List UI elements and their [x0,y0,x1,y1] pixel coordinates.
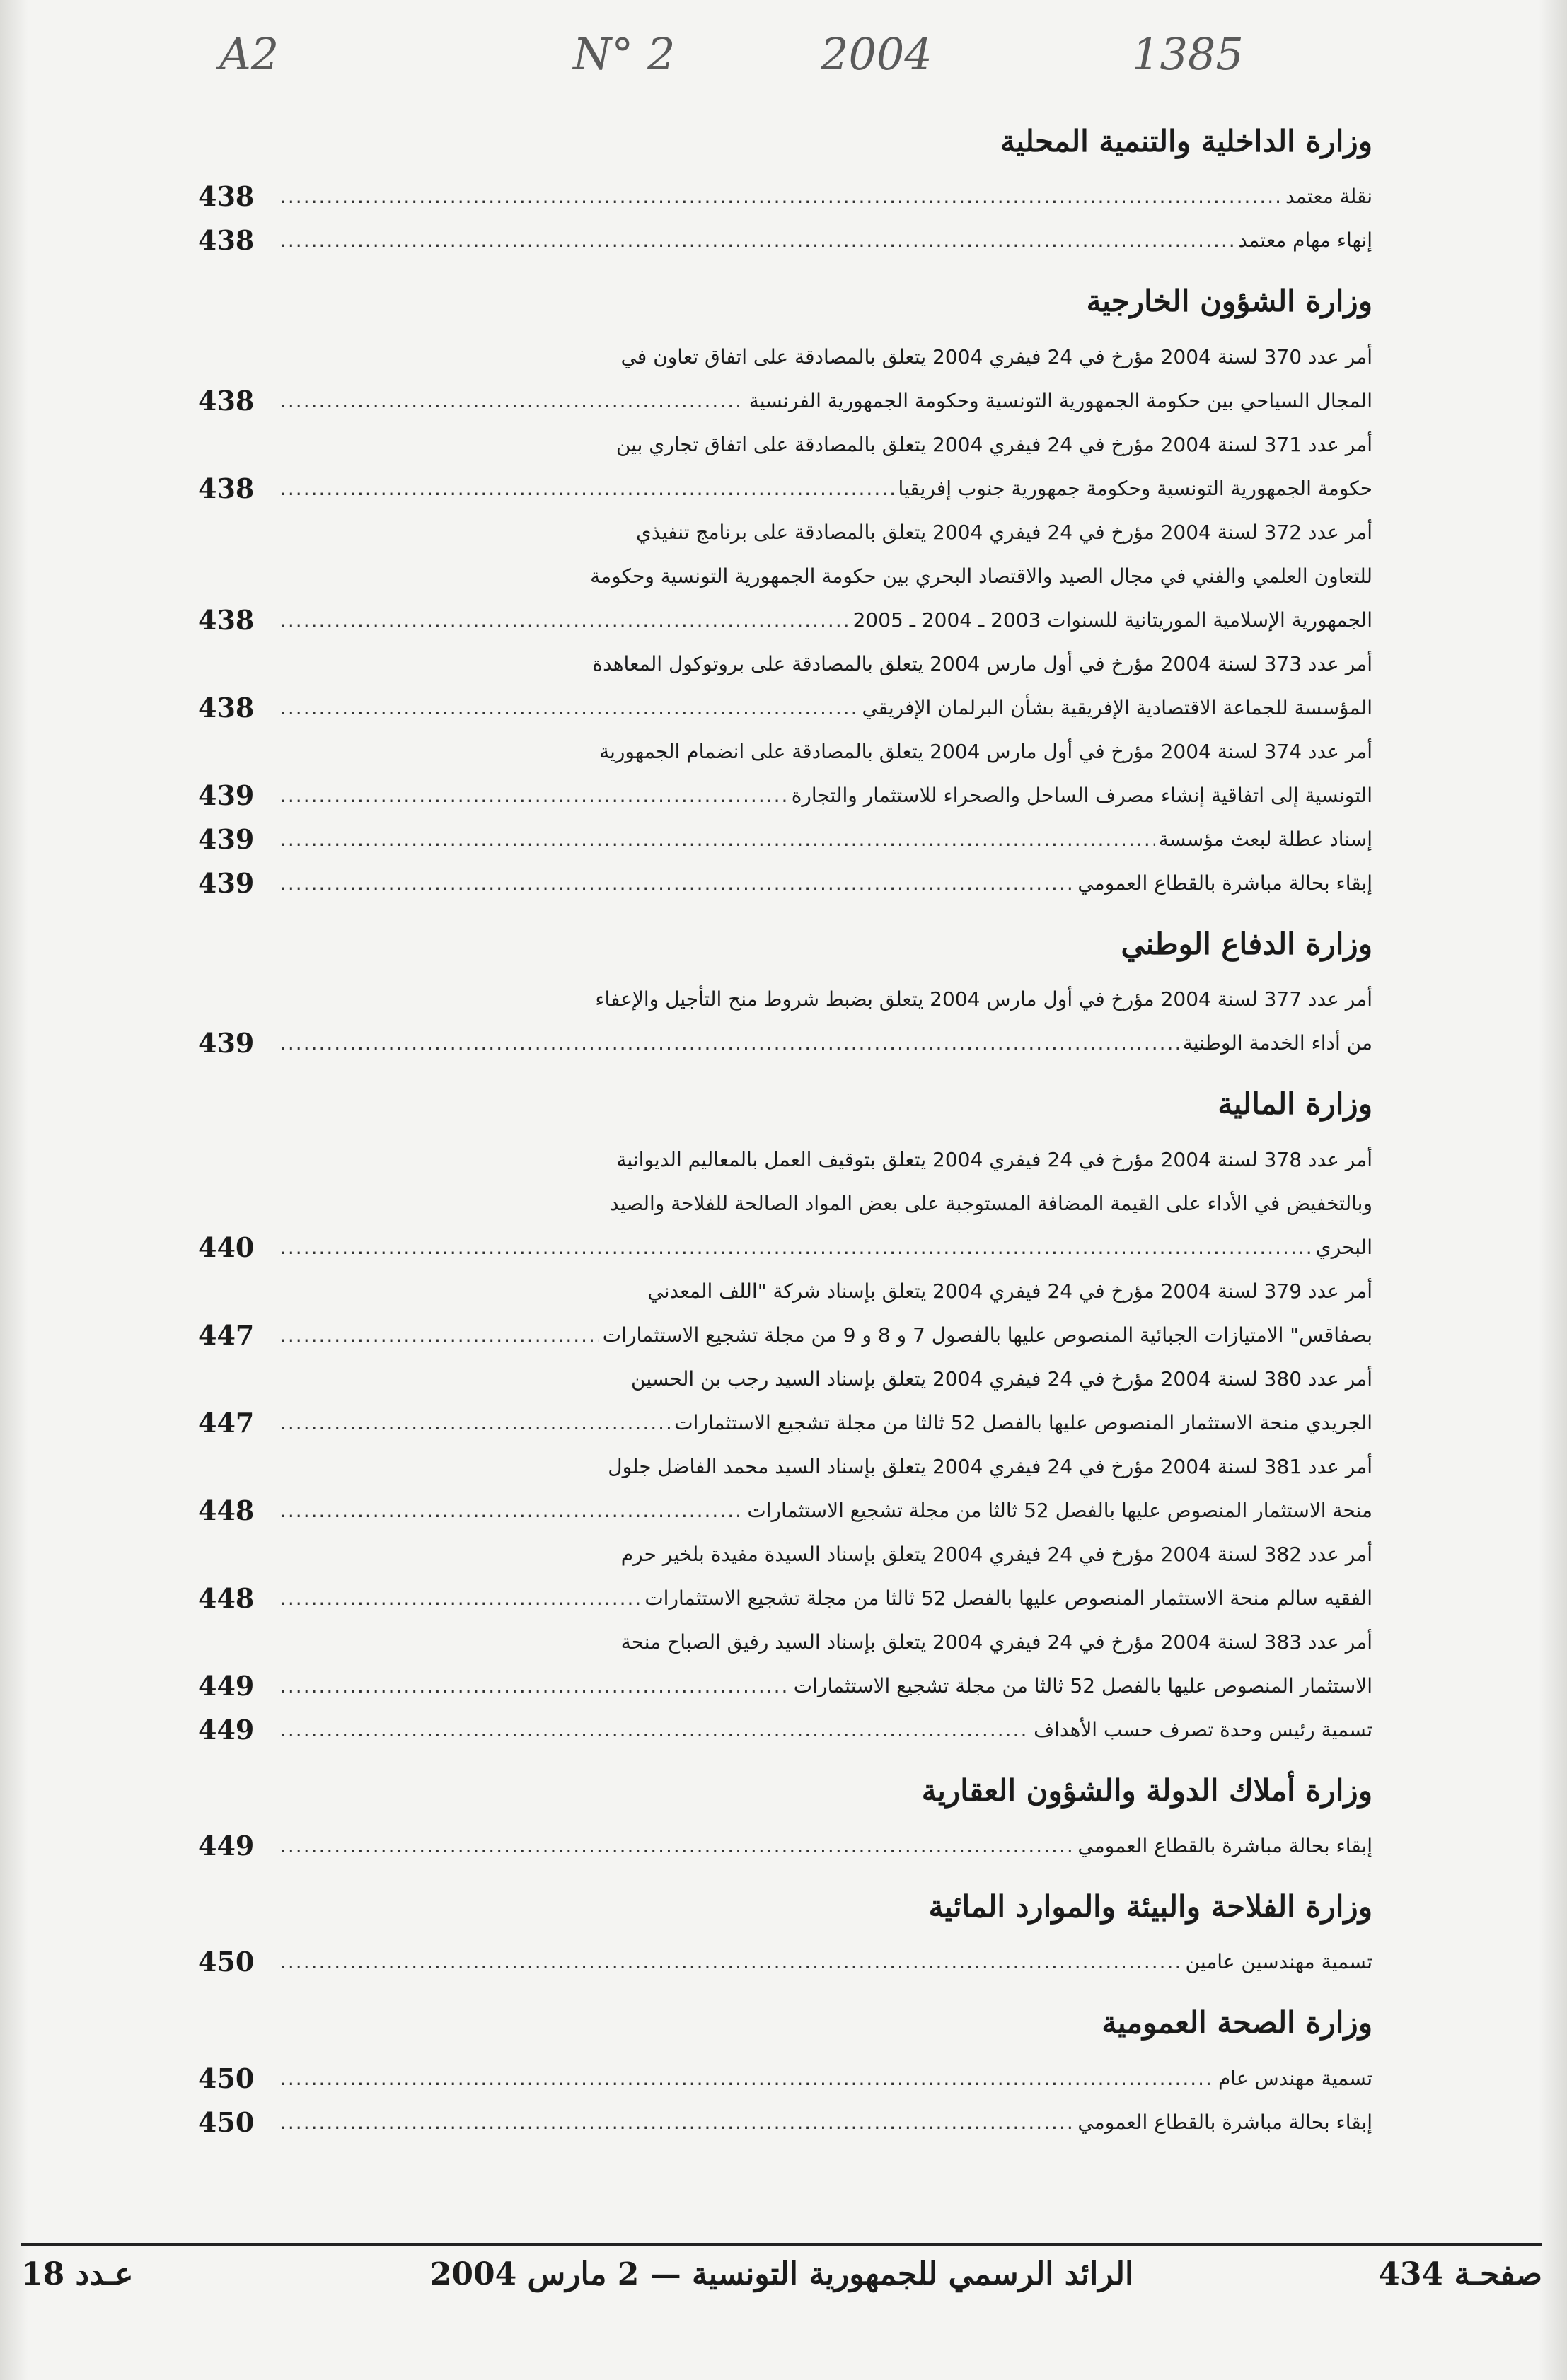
entry-text: أمر عدد 373 لسنة 2004 مؤرخ في أول مارس 2004 يتعلق بالمصادقة على بروتوكول المعاهدة [592,651,1372,675]
entry-text: حكومة الجمهورية التونسية وحكومة جمهورية جنوب إفريقيا [898,476,1372,500]
entry-text: الاستثمار المنصوص عليها بالفصل 52 ثالثا من مجلة تشجيع الاستثمارات [793,1673,1372,1697]
entry-line [276,2057,1372,2101]
toc-entry [198,1270,1372,1357]
dot-leader [280,861,1073,905]
dot-leader [280,2101,1073,2144]
toc-entry [198,730,1372,818]
dot-leader [280,1021,1179,1065]
dot-leader [280,598,849,642]
toc-entry [198,642,1372,730]
toc-entry [198,1533,1372,1620]
entry-line [276,1021,1372,1065]
footer-divider [21,2243,1542,2246]
ministry-heading: وزارة الشؤون الخارجية [1086,284,1372,319]
toc-entry [198,511,1372,642]
page-number: 450 [198,2062,255,2094]
dot-leader [280,1708,1029,1752]
entry-line [276,1357,1372,1401]
toc-entry [198,2057,1372,2101]
entry-text: تسمية مهندس عام [1218,2066,1372,2090]
entry-text: البحري [1315,1235,1372,1259]
entry-text: بصفاقس" الامتيازات الجبائية المنصوص عليها بالفصول 7 و 8 و 9 من مجلة تشجيع الاستثمارات [602,1323,1372,1347]
entry-text: منحة الاستثمار المنصوص عليها بالفصل 52 ثالثا من مجلة تشجيع الاستثمارات [747,1498,1372,1522]
entry-text: أمر عدد 374 لسنة 2004 مؤرخ في أول مارس 2004 يتعلق بالمصادقة على انضمام الجمهورية [599,739,1372,763]
entry-line [276,467,1372,511]
page-number: 449 [198,1829,255,1862]
ministry-heading: وزارة المالية [1218,1086,1372,1122]
entry-line [276,555,1372,598]
toc-entry [198,1940,1372,1984]
entry-line [276,1824,1372,1868]
toc-entry [198,219,1372,262]
entry-text: أمر عدد 372 لسنة 2004 مؤرخ في 24 فيفري 2004 يتعلق بالمصادقة على برنامج تنفيذي [636,520,1372,544]
dot-leader [280,1226,1312,1270]
toc-entry [198,1824,1372,1868]
toc-entry [198,1445,1372,1533]
entry-text: الفقيه سالم منحة الاستثمار المنصوص عليها بالفصل 52 ثالثا من مجلة تشجيع الاستثمارات [644,1586,1372,1610]
toc-entry [198,1138,1372,1270]
page-number: 439 [198,823,255,855]
entry-line [276,1313,1372,1357]
entry-line [276,1664,1372,1708]
toc-entry [198,423,1372,511]
entry-text: أمر عدد 380 لسنة 2004 مؤرخ في 24 فيفري 2004 يتعلق بإسناد السيد رجب بن الحسين [631,1366,1372,1391]
page-number: 447 [198,1318,255,1351]
entry-text: إنهاء مهام معتمد [1238,228,1372,252]
entry-line [276,1138,1372,1182]
entry-text: التونسية إلى اتفاقية إنشاء مصرف الساحل والصحراء للاستثمار والتجارة [791,783,1372,807]
dot-leader [280,1489,743,1533]
page-number: 438 [198,691,255,724]
toc-entry [198,335,1372,423]
entry-text: أمر عدد 381 لسنة 2004 مؤرخ في 24 فيفري 2004 يتعلق بإسناد السيد محمد الفاضل جلول [608,1454,1372,1478]
dot-leader [280,2057,1214,2101]
ministry-heading: وزارة أملاك الدولة والشؤون العقارية [921,1772,1372,1808]
entry-line [276,977,1372,1021]
entry-text: أمر عدد 383 لسنة 2004 مؤرخ في 24 فيفري 2004 يتعلق بإسناد السيد رفيق الصباح منحة [620,1630,1372,1654]
toc-entry [198,1708,1372,1752]
entry-text: الجريدي منحة الاستثمار المنصوص عليها بالفصل 52 ثالثا من مجلة تشجيع الاستثمارات [674,1410,1372,1434]
entry-text: أمر عدد 371 لسنة 2004 مؤرخ في 24 فيفري 2004 يتعلق بالمصادقة على اتفاق تجاري بين [615,432,1372,456]
dot-leader [280,1664,790,1708]
handwritten-mark: 1385 [1132,28,1244,80]
toc-entry [198,1357,1372,1445]
entry-text: للتعاون العلمي والفني في مجال الصيد والاقتصاد البحري بين حكومة الجمهورية التونسية وحكومة [590,564,1372,588]
entry-line [276,1226,1372,1270]
entry-line [276,774,1372,818]
dot-leader [280,818,1155,861]
entry-text: من أداء الخدمة الوطنية [1182,1031,1372,1055]
entry-line [276,1489,1372,1533]
entry-line [276,219,1372,262]
toc-entry [198,818,1372,861]
entry-text: إسناد عطلة لبعث مؤسسة [1158,827,1372,851]
entry-line [276,2101,1372,2144]
entry-text: أمر عدد 377 لسنة 2004 مؤرخ في أول مارس 2004 يتعلق بضبط شروط منح التأجيل والإعفاء [595,987,1372,1011]
entry-text: إبقاء بحالة مباشرة بالقطاع العمومي [1077,871,1372,895]
page-number: 439 [198,866,255,899]
page-number: 438 [198,603,255,636]
page-number: 448 [198,1494,255,1526]
entry-line [276,1533,1372,1577]
issue-number-label: عـدد 18 [21,2256,134,2292]
ministry-heading: وزارة الصحة العمومية [1101,2005,1372,2041]
toc-entry [198,977,1372,1065]
handwritten-mark: 2004 [821,28,932,80]
ministry-heading: وزارة الفلاحة والبيئة والموارد المائية [928,1888,1372,1924]
entry-text: نقلة معتمد [1285,185,1372,209]
entry-line [276,1445,1372,1489]
ministry-heading: وزارة الداخلية والتنمية المحلية [1000,124,1372,158]
handwritten-mark: A2 [219,28,279,80]
page-number: 449 [198,1669,255,1702]
ministry-heading: وزارة الدفاع الوطني [1121,926,1372,961]
entry-line [276,1401,1372,1445]
page-number-label: صفحـة 434 [1378,2256,1542,2292]
entry-line [276,511,1372,555]
entry-text: وبالتخفيض في الأداء على القيمة المضافة المستوجبة على بعض المواد الصالحة للفلاحة والصيد [610,1191,1372,1215]
dot-leader [280,1577,640,1620]
entry-line [276,818,1372,861]
entry-line [276,598,1372,642]
page-number: 450 [198,1946,255,1978]
entry-line [276,1940,1372,1984]
entry-text: أمر عدد 379 لسنة 2004 مؤرخ في 24 فيفري 2004 يتعلق بإسناد شركة "اللف المعدني [647,1279,1372,1303]
dot-leader [280,1313,599,1357]
toc-entry [198,1620,1372,1708]
entry-text: المجال السياحي بين حكومة الجمهورية التونسية وحكومة الجمهورية الفرنسية [748,388,1372,412]
entry-text: إبقاء بحالة مباشرة بالقطاع العمومي [1077,2110,1372,2134]
entry-line [276,861,1372,905]
dot-leader [280,379,745,423]
entry-text: أمر عدد 370 لسنة 2004 مؤرخ في 24 فيفري 2004 يتعلق بالمصادقة على اتفاق تعاون في [620,344,1372,368]
toc-entry [198,175,1372,219]
dot-leader [280,1824,1073,1868]
page-number: 447 [198,1406,255,1439]
dot-leader [280,1940,1181,1984]
entry-text: أمر عدد 382 لسنة 2004 مؤرخ في 24 فيفري 2004 يتعلق بإسناد السيدة مفيدة بلخير حرم [620,1542,1372,1566]
entry-text: إبقاء بحالة مباشرة بالقطاع العمومي [1077,1833,1372,1857]
handwritten-mark: N° 2 [573,28,676,80]
page-number: 438 [198,180,255,213]
toc-entry [198,2101,1372,2144]
page-number: 448 [198,1581,255,1614]
entry-line [276,1182,1372,1226]
page-number: 440 [198,1231,255,1263]
entry-text: تسمية مهندسين عامين [1185,1950,1372,1974]
entry-line [276,379,1372,423]
page-number: 438 [198,384,255,417]
dot-leader [280,219,1234,262]
entry-text: المؤسسة للجماعة الاقتصادية الإفريقية بشأن البرلمان الإفريقي [862,695,1372,719]
dot-leader [280,774,787,818]
entry-text: أمر عدد 378 لسنة 2004 مؤرخ في 24 فيفري 2004 يتعلق بتوقيف العمل بالمعاليم الديوانية [616,1147,1372,1171]
entry-line [276,1577,1372,1620]
page-number: 449 [198,1713,255,1746]
entry-line [276,423,1372,467]
entry-line [276,175,1372,219]
entry-line [276,1708,1372,1752]
page-number: 438 [198,224,255,257]
dot-leader [280,686,857,730]
entry-line [276,335,1372,379]
page-footer [21,2256,1542,2306]
toc-entry [198,861,1372,905]
page-number: 439 [198,1027,255,1060]
dot-leader [280,467,894,511]
entry-line [276,1270,1372,1313]
entry-line [276,730,1372,774]
entry-line [276,642,1372,686]
page-number: 438 [198,472,255,504]
page-number: 439 [198,779,255,811]
entry-line [276,686,1372,730]
publication-title: الرائد الرسمي للجمهورية التونسية — 2 مارس 2004 [429,2256,1134,2292]
dot-leader [280,175,1281,219]
table-of-contents [198,124,1372,2246]
page-number: 450 [198,2106,255,2138]
entry-line [276,1620,1372,1664]
entry-text: تسمية رئيس وحدة تصرف حسب الأهداف [1034,1717,1372,1741]
entry-text: الجمهورية الإسلامية الموريتانية للسنوات 2003 ـ 2004 ـ 2005 [852,608,1372,632]
dot-leader [280,1401,670,1445]
